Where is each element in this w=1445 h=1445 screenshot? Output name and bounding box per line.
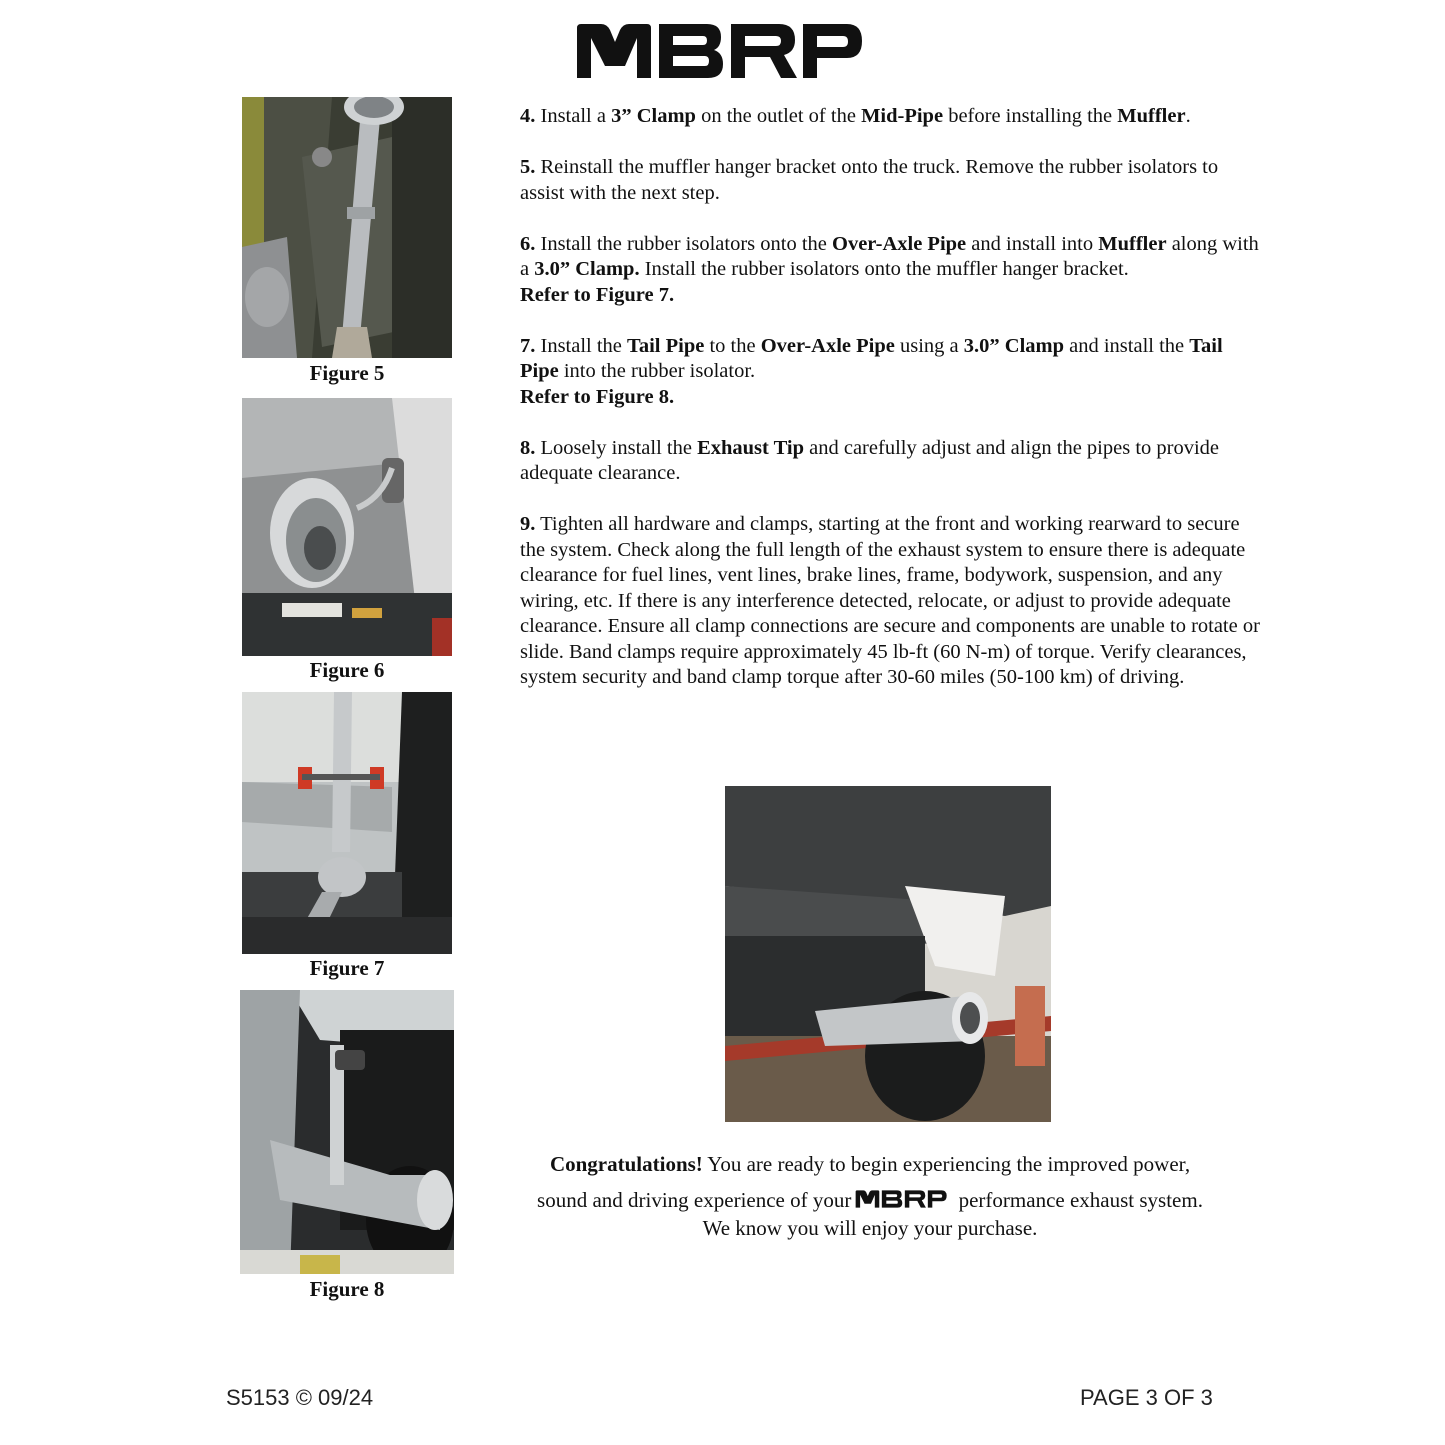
- congrats-text: sound and driving experience of your: [537, 1188, 852, 1212]
- figure-reference: Refer to Figure 7.: [520, 283, 675, 306]
- step-9: [520, 512, 1265, 691]
- figure-7-photo: [242, 692, 452, 954]
- step-text: into the rubber isolator.: [558, 360, 756, 382]
- step-text: and install into: [966, 232, 1099, 255]
- congrats-heading: Congratulations!: [549, 1152, 703, 1176]
- step-text: Install the: [535, 334, 628, 357]
- figure-5-caption: Figure 5: [309, 361, 385, 385]
- part-name: 3.0” Clamp: [963, 334, 1064, 357]
- exhaust-tip-photo: [725, 786, 1051, 1122]
- step-text: before installing the: [943, 105, 1118, 127]
- step-number: 6.: [520, 232, 536, 255]
- step-6: [520, 232, 1265, 309]
- step-number: 5.: [520, 156, 536, 178]
- step-number: 8.: [520, 436, 536, 459]
- instruction-steps: [520, 104, 1265, 716]
- step-text: and carefully adjust and align the pipes to provide adequate clearance.: [520, 436, 1220, 484]
- step-text: Install a: [535, 105, 612, 127]
- figure-6-caption: Figure 6: [309, 658, 385, 682]
- congrats-line-2: [500, 1186, 1240, 1214]
- step-8: [520, 436, 1265, 487]
- step-text: and install the: [1064, 334, 1190, 357]
- mbrp-inline-logo: [855, 1189, 947, 1209]
- step-text: Loosely install the: [535, 436, 698, 459]
- step-text: on the outlet of the: [695, 105, 862, 127]
- congratulations-message: [500, 1150, 1240, 1242]
- congrats-text: You are ready to begin experiencing the improved power,: [702, 1152, 1191, 1176]
- congrats-line-3: We know you will enjoy your purchase.: [702, 1216, 1038, 1240]
- part-name: Tail Pipe: [627, 334, 705, 357]
- step-text: using a: [894, 334, 964, 357]
- step-5: [520, 155, 1265, 206]
- congrats-line-1: [500, 1150, 1240, 1178]
- step-text: Reinstall the muffler hanger bracket onto the truck. Remove the rubber isolators to assist with the next step.: [520, 156, 1219, 204]
- part-name: Tail Pipe: [520, 334, 1223, 382]
- document-code: S5153 © 09/24: [226, 1385, 374, 1410]
- figure-7-caption: Figure 7: [309, 956, 385, 980]
- figure-5-photo: [242, 97, 452, 358]
- part-name: Muffler: [1098, 232, 1167, 255]
- congrats-text: performance exhaust system.: [953, 1188, 1203, 1212]
- mbrp-logo: [575, 22, 863, 80]
- step-text: Install the rubber isolators onto the: [535, 232, 832, 255]
- part-name: 3” Clamp: [611, 105, 696, 127]
- figure-reference: Refer to Figure 8.: [520, 385, 675, 408]
- part-name: Mid-Pipe: [861, 105, 944, 127]
- step-text: Install the rubber isolators onto the muffler hanger bracket.: [639, 258, 1129, 280]
- step-text: along with a: [520, 232, 1259, 280]
- step-number: 9.: [520, 513, 536, 535]
- step-4: [520, 104, 1265, 130]
- part-name: 3.0” Clamp.: [534, 258, 640, 280]
- step-7: [520, 334, 1265, 411]
- part-name: Over-Axle Pipe: [832, 232, 967, 255]
- part-name: Muffler: [1117, 105, 1186, 127]
- step-text: .: [1185, 105, 1191, 127]
- step-number: 4.: [520, 105, 536, 127]
- step-text: to the: [704, 334, 761, 357]
- step-text: Tighten all hardware and clamps, starting at the front and working rearward to secure the system. Check along the full length of the exhaust system to ensure there is adequate clearance for fuel lines, vent lines, brake lines, frame, bodywork, suspension, and any wiring, etc. If there is any interference detected, relocate, or adjust to provide adequate clearance. Ensure all clamp connections are secure and components are unable to rotate or slide. Band clamps require approximately 45 lb-ft (60 N-m) of torque. Verify clearances, system security and band clamp torque after 30-60 miles (50-100 km) of driving.: [520, 513, 1260, 688]
- part-name: Over-Axle Pipe: [760, 334, 895, 357]
- page-number: PAGE 3 OF 3: [1080, 1385, 1213, 1410]
- figure-8-photo: [240, 990, 454, 1274]
- figure-8-caption: Figure 8: [309, 1277, 385, 1301]
- part-name: Exhaust Tip: [697, 436, 805, 459]
- step-number: 7.: [520, 334, 536, 357]
- figure-6-photo: [242, 398, 452, 656]
